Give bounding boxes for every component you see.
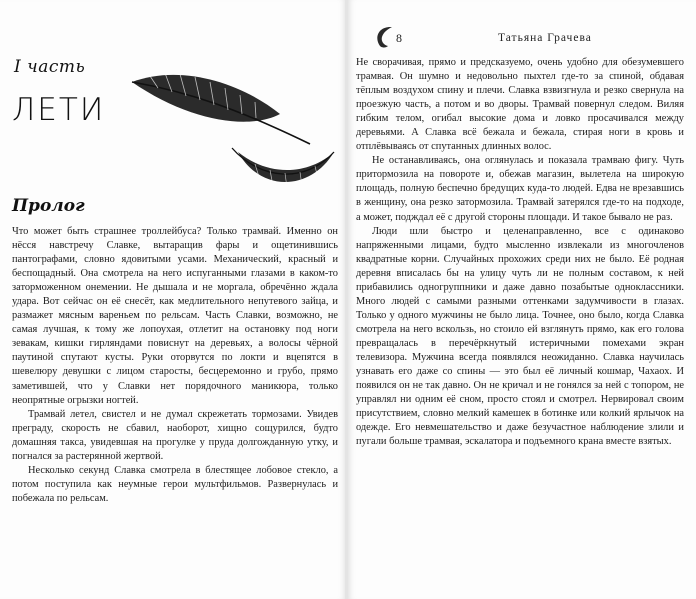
right-body-text [356, 56, 684, 449]
part-label: I часть [14, 57, 86, 77]
part-title: ЛЕТИ [12, 92, 106, 128]
small-feather-icon [232, 148, 334, 188]
feathers-illustration [120, 52, 340, 202]
large-feather-icon [132, 73, 310, 144]
paragraph: Что может быть страшнее троллейбуса? Только трамвай. Именно он нёсся навстречу Славке, вытаращив фары и ощетинившись пантографами, словно ядовитыми усами. Механический, красный и беспощадный. Она смотрела на него испуганными глазами в каком-то заторможенном онемении. Не дышала и не моргала, обречённо ждала удара. Вот сейчас он её снесёт, как медлительного непутевого зайца, и размажет мясным вареньем по рельсам. Часть Славки, возможно, не самая лучшая, к тому же лопоухая, отлетит на остановку под ноги зевакам, кишки гирляндами повиснут на деревьях, а волосы чёрной паутиной спутают кусты. Руки оторвутся по локти и вцепятся в шевелюру девушки с лицом старосты, бесцеремонно и грубо, прямо заметившей, что у Славки нет порядочного маникюра, только неопрятные огрызки ногтей. [12, 226, 338, 406]
paragraph: Несколько секунд Славка смотрела в блестящее лобовое стекло, а потом поступила как неумные герои мультфильмов. Развернулась и побежала по рельсам. [12, 464, 338, 504]
page-header [372, 24, 692, 50]
feather-ornament-icon [372, 24, 396, 50]
section-title: Пролог [12, 196, 85, 216]
page-number: 8 [396, 31, 402, 45]
paragraph: Люди шли быстро и целенаправленно, все с одинаково напряженными лицами, будто мысленно извлекали из многочленов квадратные корни. Случайных прохожих среди них не было. Её родная деревня вписалась бы на улицу чуть ли не полным составом, к ней прибавились одногруппники и даже давно позабытые одноклассники. Много людей с самыми разными оттенками задумчивости в глазах. Только у одного мужчины не было лица. Точнее, оно было, когда Славка смотрела на него вскользь, но стоило ей взглянуть прямо, как его голова превращалась в перечёркнутый истеричными помехами экран телевизора. Мужчина всегда появлялся неожиданно. Славка научилась узнавать его даже со спины — это был её личный кошмар, Чахаох. И появился он не так давно. Он не кричал и не гонялся за ней с топором, не управлял ни одним её сном, просто стоял и смотрел. Нервировал своим присутствием, словно мелкий камешек в ботинке или колкий ярлычок на одежде. Его невмешательство и даже безучастное наблюдение злили и пугали больше трамвая, эскалатора и подъемного крана вместе взятых. [356, 225, 684, 448]
paragraph: Не сворачивая, прямо и предсказуемо, очень удобно для обезумевшего трамвая. Он шумно и недовольно пыхтел где-то за спиной, обдавая тёплым воздухом спину и плечи. Славка взвизгнула и резко свернула на проезжую часть, а потом и во дворы. Трамвай повернул следом. Виляя гибким телом, огибал высокие дома и ловко просачивался между деревьями. А Славка всё бежала и бежала, стирая ноги в кровь и отплёвываясь от спутанных длинных волос. [356, 57, 684, 153]
paragraph: Не останавливаясь, она оглянулась и показала трамваю фигу. Чуть притормозила на повороте и, обежав магазин, вылетела на широкую площадь, полную беспечно бредущих куда-то людей. Едва не врезавшись в женщину, она резко затормозила. Трамвай затерялся где-то на подходе, а может, подждал её с другой стороны площади. И такое бывало не раз. [356, 155, 684, 223]
left-page [0, 0, 346, 599]
author-header: Татьяна Грачева [498, 32, 592, 44]
paragraph: Трамвай летел, свистел и не думал скрежетать тормозами. Увидев преграду, скорость не сбавил, наоборот, хищно сощурился, будто домашняя такса, увидевшая на прогулке у пруда долгожданную утку, и погнался за растерянной жертвой. [12, 408, 338, 462]
left-body-text [12, 225, 338, 506]
